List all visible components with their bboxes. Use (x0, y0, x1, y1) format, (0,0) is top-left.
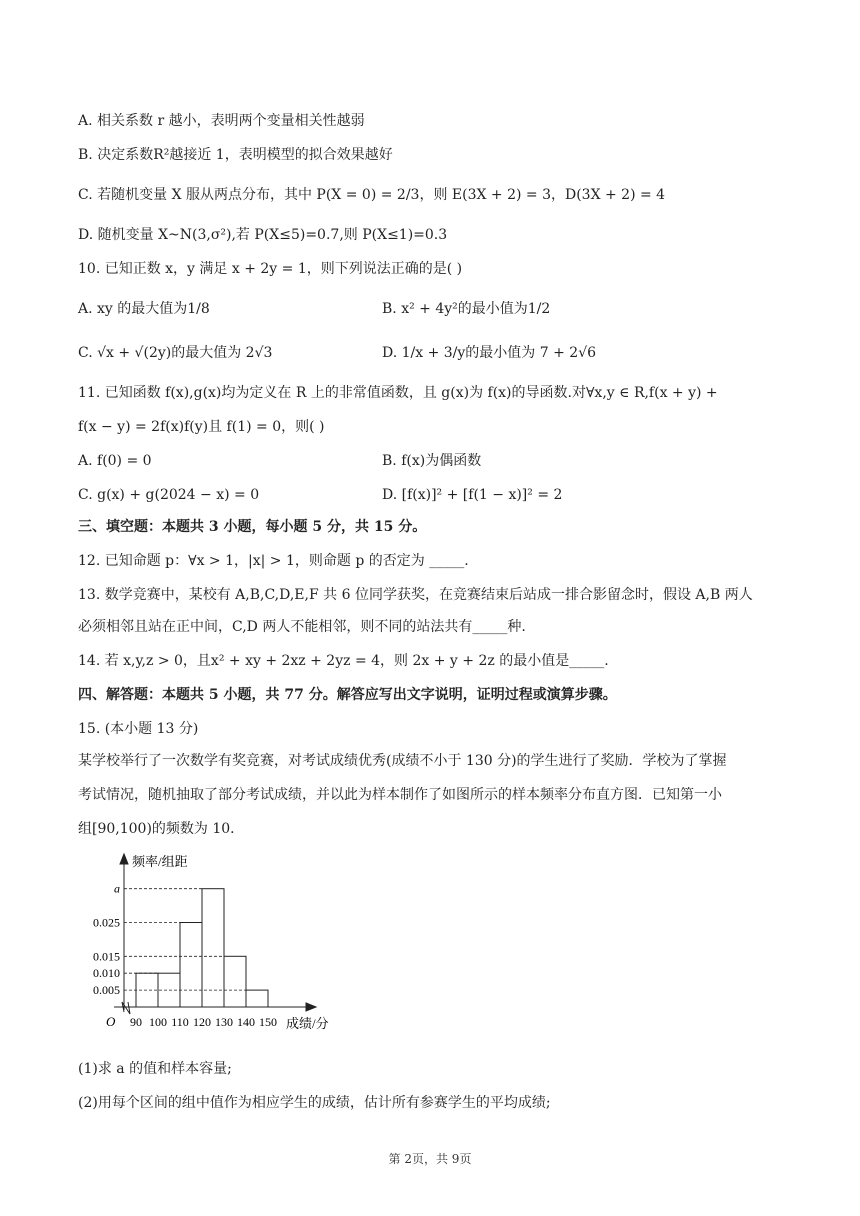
q15-subquestion-2: (2)用每个区间的组中值作为相应学生的成绩，估计所有参赛学生的平均成绩; (78, 1095, 551, 1111)
y-axis-arrow (120, 854, 128, 864)
histogram-bar (224, 956, 246, 1007)
q11-stem-line2: f(x − y) = 2f(x)f(y)且 f(1) = 0，则( ) (78, 419, 325, 435)
q11-stem-line1: 11. 已知函数 f(x),g(x)均为定义在 R 上的非常值函数，且 g(x)为 f(x)的导函数.对∀x,y ∈ R,f(x + y) + (78, 385, 718, 401)
histogram-bar (246, 990, 268, 1007)
q11-option-c: C. g(x) + g(2024 − x) = 0 (78, 487, 260, 503)
histogram-bar (180, 923, 202, 1008)
x-tick-label: 110 (171, 1015, 189, 1029)
q11-option-b: B. f(x)为偶函数 (382, 453, 482, 469)
q10-option-c: C. √x + √(2y)的最大值为 2√3 (78, 345, 273, 361)
q10-option-d: D. 1/x + 3/y的最小值为 7 + 2√6 (382, 345, 597, 361)
q10-option-b: B. x² + 4y²的最小值为1/2 (382, 301, 551, 317)
x-tick-label: 150 (259, 1015, 277, 1029)
q15-subquestion-1: (1)求 a 的值和样本容量; (78, 1061, 232, 1077)
x-tick-label: 140 (237, 1015, 255, 1029)
q10-option-a: A. xy 的最大值为1/8 (78, 301, 210, 317)
y-axis-label: 频率/组距 (132, 854, 188, 869)
x-tick-label: 120 (193, 1015, 211, 1029)
q13-line2: 必须相邻且站在正中间，C,D 两人不能相邻，则不同的站法共有_____种. (78, 619, 526, 635)
x-tick-label: 90 (130, 1015, 142, 1029)
q9-option-b: B. 决定系数R²越接近 1，表明模型的拟合效果越好 (78, 147, 393, 163)
q9-option-d: D. 随机变量 X~N(3,σ²),若 P(X≤5)=0.7,则 P(X≤1)=0.3 (78, 227, 448, 243)
q9-option-c: C. 若随机变量 X 服从两点分布，其中 P(X = 0) = 2/3，则 E(3X + 2) = 3，D(3X + 2) = 4 (78, 187, 666, 203)
x-tick-label: 100 (149, 1015, 167, 1029)
y-tick-label: 0.010 (93, 966, 120, 981)
q14: 14. 若 x,y,z > 0，且x² + xy + 2xz + 2yz = 4，则 2x + y + 2z 的最小值是_____. (78, 653, 609, 669)
y-tick-label: 0.025 (93, 915, 120, 930)
y-tick-label: 0.015 (93, 949, 120, 964)
origin-label: O (106, 1014, 116, 1029)
q11-option-d: D. [f(x)]² + [f(1 − x)]² = 2 (382, 487, 563, 503)
x-axis-label: 成绩/分 (286, 1016, 329, 1031)
q13-line1: 13. 数学竞赛中，某校有 A,B,C,D,E,F 共 6 位同学获奖，在竞赛结束后站成一排合影留念时，假设 A,B 两人 (78, 587, 753, 603)
q10-stem: 10. 已知正数 x，y 满足 x + 2y = 1，则下列说法正确的是( ) (78, 261, 463, 277)
x-axis-arrow (306, 1003, 316, 1011)
histogram-bar (202, 889, 224, 1007)
x-tick-label: 130 (215, 1015, 233, 1029)
y-tick-label: 0.005 (93, 983, 120, 998)
q9-option-a: A. 相关系数 r 越小，表明两个变量相关性越弱 (78, 113, 365, 129)
frequency-histogram (74, 850, 354, 1040)
q15-paragraph-line1: 某学校举行了一次数学有奖竞赛，对考试成绩优秀(成绩不小于 130 分)的学生进行了奖励．学校为了掌握 (78, 753, 727, 769)
q11-option-a: A. f(0) = 0 (78, 453, 152, 469)
q12: 12. 已知命题 p：∀x > 1，|x| > 1，则命题 p 的否定为 _____. (78, 553, 469, 569)
q15-paragraph-line2: 考试情况，随机抽取了部分考试成绩，并以此为样本制作了如图所示的样本频率分布直方图．已知第一小 (78, 787, 722, 803)
y-tick-label: a (114, 881, 120, 896)
q15-paragraph-line3: 组[90,100)的频数为 10． (78, 821, 245, 837)
q15-header: 15. (本小题 13 分) (78, 721, 199, 737)
section-fill-in-heading: 三、填空题：本题共 3 小题，每小题 5 分，共 15 分。 (78, 519, 427, 535)
section-answer-heading: 四、解答题：本题共 5 小题，共 77 分。解答应写出文字说明，证明过程或演算步骤。 (78, 687, 617, 703)
page-footer: 第 2页，共 9页 (388, 1152, 472, 1166)
axis-break-mark (122, 1002, 130, 1014)
